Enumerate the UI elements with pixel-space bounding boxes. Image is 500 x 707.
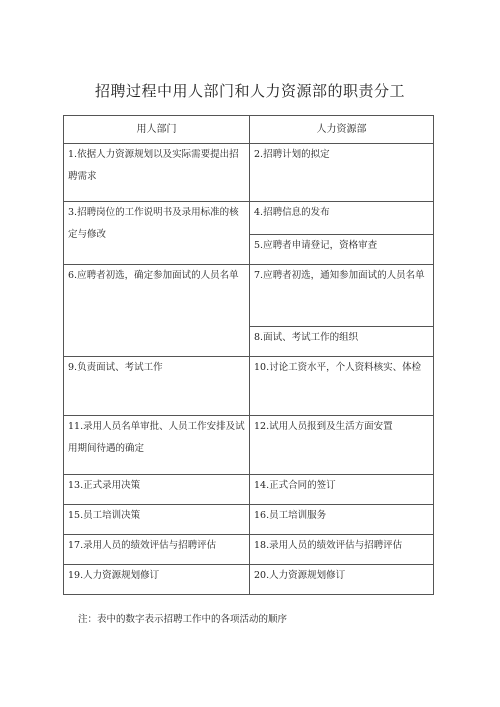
- table-row: [64, 565, 434, 595]
- table-row: [64, 535, 434, 565]
- dept-cell: 6.应聘者初选，确定参加面试的人员名单: [64, 265, 250, 357]
- dept-cell: 3.招聘岗位的工作说明书及录用标准的核定与修改: [64, 202, 250, 265]
- header-dept: 用人部门: [64, 116, 250, 144]
- hr-cell: 8.面试、考试工作的组织: [250, 327, 434, 357]
- footnote: 注：表中的数字表示招聘工作中的各项活动的顺序: [78, 614, 288, 625]
- dept-cell: 1.依据人力资源规划以及实际需要提出招聘需求: [64, 144, 250, 202]
- hr-cell: 20.人力资源规划修订: [250, 565, 434, 595]
- hr-cell: 10.讨论工资水平，个人资料核实、体检: [250, 357, 434, 416]
- table-row: [64, 265, 434, 327]
- dept-cell: 17.录用人员的绩效评估与招聘评估: [64, 535, 250, 565]
- responsibility-table: [63, 115, 434, 595]
- table-row: [64, 505, 434, 535]
- table-row: [64, 202, 434, 235]
- hr-cell: 4.招聘信息的发布: [250, 202, 434, 235]
- hr-cell: 14.正式合同的签订: [250, 475, 434, 505]
- dept-cell: 9.负责面试、考试工作: [64, 357, 250, 416]
- hr-cell: 16.员工培训服务: [250, 505, 434, 535]
- hr-cell: 2.招聘计划的拟定: [250, 144, 434, 202]
- hr-cell: 12.试用人员报到及生活方面安置: [250, 416, 434, 475]
- header-hr: 人力资源部: [250, 116, 434, 144]
- dept-cell: 19.人力资源规划修订: [64, 565, 250, 595]
- page-title: 招聘过程中用人部门和人力资源部的职责分工: [94, 82, 405, 100]
- hr-cell: 18.录用人员的绩效评估与招聘评估: [250, 535, 434, 565]
- dept-cell: 13.正式录用决策: [64, 475, 250, 505]
- dept-cell: 15.员工培训决策: [64, 505, 250, 535]
- table-row: [64, 357, 434, 416]
- dept-cell: 11.录用人员名单审批、人员工作安排及试用期间待遇的确定: [64, 416, 250, 475]
- hr-cell: 7.应聘者初选，通知参加面试的人员名单: [250, 265, 434, 327]
- table-row: [64, 416, 434, 475]
- hr-cell: 5.应聘者申请登记，资格审查: [250, 235, 434, 265]
- table-row: [64, 475, 434, 505]
- table-header-row: [64, 116, 434, 144]
- table-row: [64, 144, 434, 202]
